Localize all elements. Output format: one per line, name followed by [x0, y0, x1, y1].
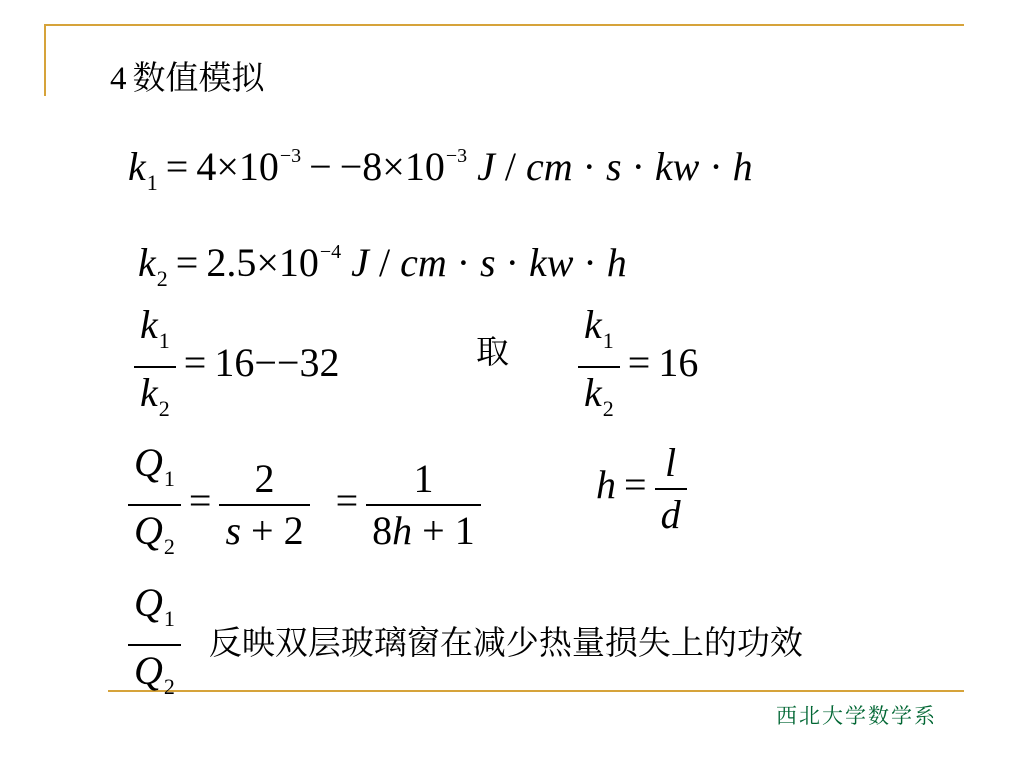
top-rule — [44, 24, 964, 26]
equation-k-ratio-chosen: $\frac{k_1}{k_2}$ = 16 — [578, 302, 698, 432]
title-number: 4 — [110, 61, 127, 97]
description-text: 反映双层玻璃窗在减少热量损失上的功效 — [208, 623, 803, 663]
slide-title — [110, 58, 265, 99]
equation-k1: $k_1 = 4\times 10^{-3} - -8\times 10^{-3}$ J / cm · s · kw · h — [128, 144, 753, 195]
left-rule — [44, 24, 46, 96]
equation-q-ratio-description: $\frac{Q_1}{Q_2}$ 反映双层玻璃窗在减少热量损失上的功效 — [128, 580, 803, 710]
take-label: 取 — [476, 332, 509, 371]
equation-q-ratio: $\frac{Q_1}{Q_2}$ = $\frac{2}{s + 2}$ = $\frac{1}{8h + 1}$ — [128, 440, 481, 570]
equation-k2: $k_2 = 2.5\times 10^{-4}$ J / cm · s · kw · h — [138, 240, 627, 291]
equation-h: h = $\frac{l}{d}$ — [596, 440, 687, 538]
equation-k-ratio: $\frac{k_1}{k_2}$ = 16−−32 — [134, 302, 339, 432]
footer-label: 西北大学数学系 — [776, 704, 937, 728]
title-text: 数值模拟 — [132, 58, 265, 97]
